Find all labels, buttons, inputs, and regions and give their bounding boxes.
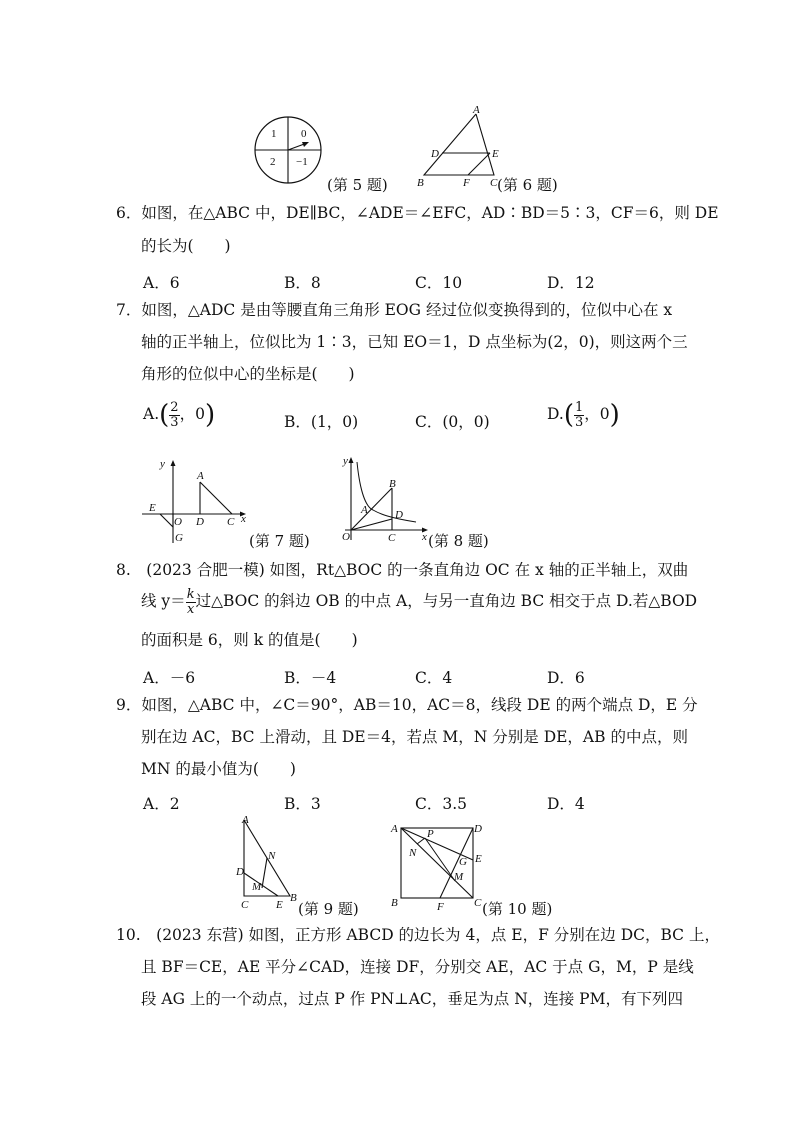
q8-option-b: B．－4 bbox=[284, 669, 337, 687]
q6-option-d: D．12 bbox=[547, 274, 595, 292]
q7-line3: 角形的位似中心的坐标是( ) bbox=[141, 365, 355, 383]
fig8-label-B: B bbox=[389, 478, 396, 490]
q9-line3: MN 的最小值为( ) bbox=[141, 760, 296, 778]
fig9-label-N: N bbox=[268, 850, 276, 862]
q10-line3: 段 AG 上的一个动点，过点 P 作 PN⊥AC，垂足为点 N，连接 PM，有下列四 bbox=[141, 990, 683, 1008]
fig6-label-A: A bbox=[473, 104, 480, 116]
fig6-label-E: E bbox=[492, 148, 499, 160]
fig7-label-D: D bbox=[196, 516, 204, 528]
q7-option-a: A.( $\frac{2}{3}$ ，0) bbox=[143, 399, 216, 430]
q9-option-c: C．3.5 bbox=[415, 795, 468, 813]
figure-5-spinner bbox=[252, 112, 324, 188]
fig9-label-M: M bbox=[252, 881, 262, 893]
q7-option-d: D.( $\frac{1}{3}$ ，0) bbox=[547, 399, 620, 430]
fig6-label-F: F bbox=[463, 177, 470, 189]
q9-line2: 别在边 AC，BC 上滑动，且 DE＝4，若点 M，N 分别是 DE，AB 的中点，则 bbox=[141, 728, 688, 746]
fig7-label-x: x bbox=[241, 513, 246, 525]
q10-line2: 且 BF＝CE，AE 平分∠CAD，连接 DF，分别交 AE，AC 于点 G，M，P 是线 bbox=[141, 958, 694, 976]
fig7-label-C: C bbox=[227, 516, 235, 528]
q8-line2: 线 y＝ $\frac{k}{x}$ 过△BOC 的斜边 OB 的中点 A，与另一直角边 BC 相交于点 D.若△BOD bbox=[141, 587, 698, 617]
fig8-label-y: y bbox=[343, 455, 348, 467]
q7-option-c: C．(0，0) bbox=[415, 413, 490, 431]
fig7-label-y: y bbox=[160, 458, 165, 470]
figure-8-hyperbola bbox=[338, 452, 434, 544]
fig7-label-A: A bbox=[197, 470, 204, 482]
fig5-sector-2: 2 bbox=[270, 156, 276, 168]
fig9-label-D: D bbox=[236, 866, 244, 878]
fig5-sector-0: 0 bbox=[301, 128, 307, 140]
fig10-label-P: P bbox=[427, 828, 434, 840]
q7-option-b: B．(1，0) bbox=[284, 413, 359, 431]
q9-line1: 9．如图，△ABC 中，∠C＝90°，AB＝10，AC＝8，线段 DE 的两个端点 D，E 分 bbox=[116, 696, 698, 714]
fig6-label-C: C bbox=[490, 177, 498, 189]
figure-7-coordinate bbox=[140, 455, 250, 547]
q8-line3: 的面积是 6，则 k 的值是( ) bbox=[141, 631, 358, 649]
fig7-label-G: G bbox=[175, 532, 183, 544]
q6-option-a: A．6 bbox=[143, 274, 180, 292]
caption-fig9: (第 9 题) bbox=[298, 900, 359, 918]
q10-line1: 10. (2023 东营) 如图，正方形 ABCD 的边长为 4，点 E，F 分别在边 DC，BC 上， bbox=[116, 926, 720, 944]
caption-fig7: (第 7 题) bbox=[249, 532, 310, 550]
q7-option-d-fraction: $\frac{1}{3}$ bbox=[574, 399, 584, 430]
fig7-label-E: E bbox=[149, 502, 156, 514]
fig10-label-G: G bbox=[459, 856, 467, 868]
fig8-label-A: A bbox=[361, 504, 368, 516]
q8-line1: 8. (2023 合肥一模) 如图，Rt△BOC 的一条直角边 OC 在 x 轴的正半轴上，双曲 bbox=[116, 561, 689, 579]
caption-fig5: (第 5 题) bbox=[327, 176, 388, 194]
q9-option-b: B．3 bbox=[284, 795, 321, 813]
figure-9-triangle bbox=[232, 812, 304, 914]
fig9-label-A: A bbox=[242, 814, 249, 826]
q7-option-a-fraction: $\frac{2}{3}$ bbox=[170, 399, 179, 430]
fig10-label-E: E bbox=[475, 853, 482, 865]
figure-10-square bbox=[388, 816, 488, 914]
fig9-label-C: C bbox=[241, 899, 249, 911]
q6-line1: 6．如图，在△ABC 中，DE∥BC，∠ADE＝∠EFC，AD∶BD＝5∶3，CF＝6，则 DE bbox=[116, 204, 719, 222]
fig10-label-F: F bbox=[437, 901, 444, 913]
fig8-label-C: C bbox=[388, 532, 396, 544]
fig10-label-B: B bbox=[391, 897, 398, 909]
caption-fig8: (第 8 题) bbox=[428, 532, 489, 550]
q6-option-c: C．10 bbox=[415, 274, 463, 292]
fig5-sector-1: 1 bbox=[271, 128, 277, 140]
fig7-label-O: O bbox=[174, 516, 182, 528]
q9-option-d: D．4 bbox=[547, 795, 585, 813]
q6-option-b: B．8 bbox=[284, 274, 321, 292]
q7-line1: 7．如图，△ADC 是由等腰直角三角形 EOG 经过位似变换得到的，位似中心在 x bbox=[116, 301, 673, 319]
q8-option-a: A．－6 bbox=[143, 669, 196, 687]
figure-6-triangle bbox=[414, 102, 504, 190]
q9-option-a: A．2 bbox=[143, 795, 180, 813]
fig8-label-x: x bbox=[422, 531, 427, 543]
fig6-label-D: D bbox=[431, 148, 439, 160]
fig10-label-M: M bbox=[454, 871, 464, 883]
fig10-label-C: C bbox=[474, 897, 482, 909]
fig6-label-B: B bbox=[417, 177, 424, 189]
q6-line2: 的长为( ) bbox=[141, 237, 231, 255]
fig10-label-D: D bbox=[474, 823, 482, 835]
q8-option-d: D．6 bbox=[547, 669, 585, 687]
caption-fig10: (第 10 题) bbox=[482, 900, 553, 918]
q8-option-c: C．4 bbox=[415, 669, 453, 687]
fig8-label-D: D bbox=[395, 509, 403, 521]
fig5-sector-neg1: −1 bbox=[296, 156, 308, 168]
fig10-label-A: A bbox=[391, 823, 398, 835]
fig8-label-O: O bbox=[342, 531, 350, 543]
fig10-label-N: N bbox=[409, 847, 417, 859]
q7-line2: 轴的正半轴上，位似比为 1∶3，已知 EO＝1，D 点坐标为(2，0)，则这两个三 bbox=[141, 333, 688, 351]
q8-fraction-k-over-x: $\frac{k}{x}$ bbox=[186, 587, 195, 617]
fig9-label-E: E bbox=[276, 899, 283, 911]
fig9-label-B: B bbox=[290, 892, 297, 904]
caption-fig6: (第 6 题) bbox=[497, 176, 558, 194]
